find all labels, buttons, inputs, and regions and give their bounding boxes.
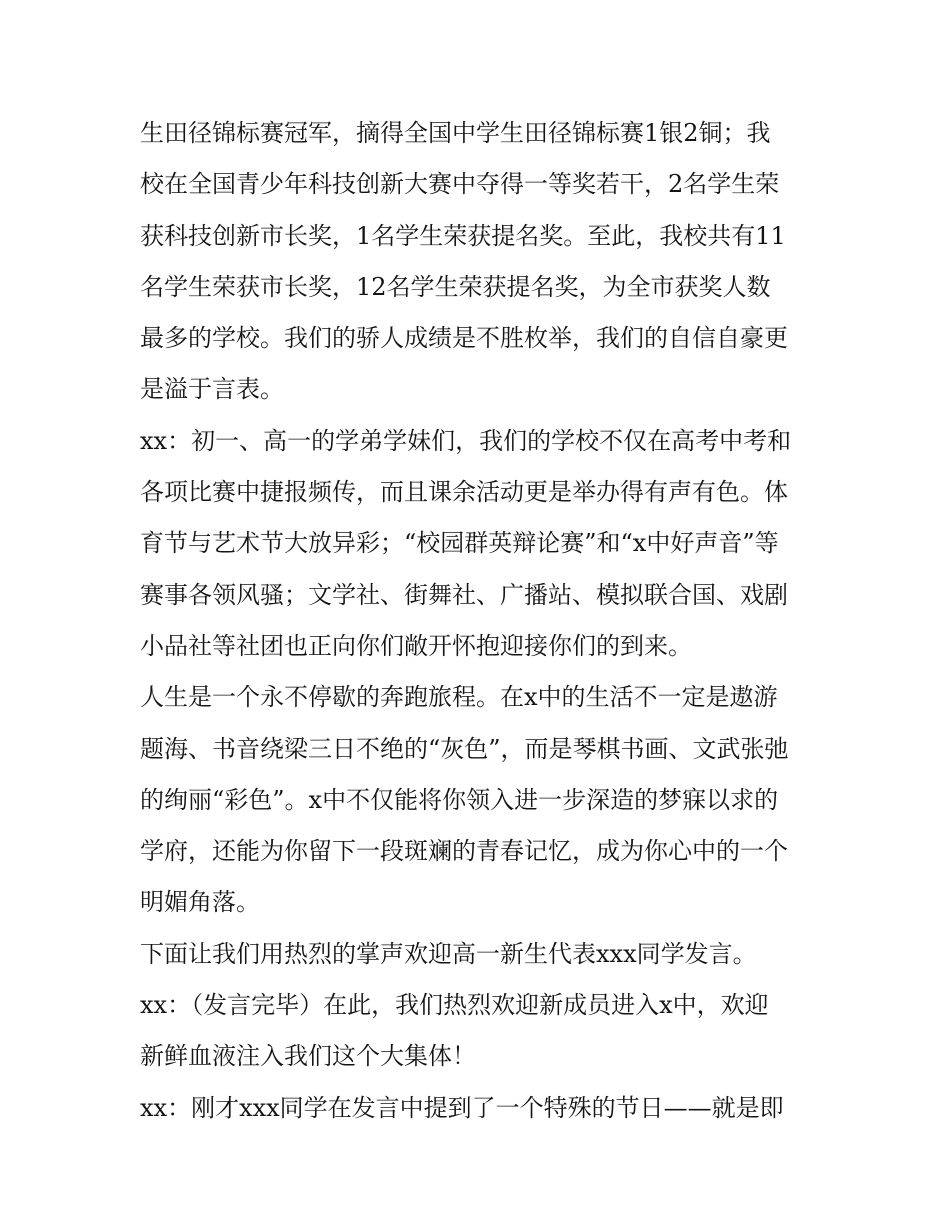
text-line: 的绚丽“彩色”。x中不仅能将你领入进一步深造的梦寐以求的 — [140, 785, 779, 814]
text-line: 名学生荣获市长奖，12名学生荣获提名奖，为全市获奖人数 — [140, 272, 771, 301]
text-line: 校在全国青少年科技创新大赛中夺得一等奖若干，2名学生荣 — [140, 170, 780, 199]
document-body — [140, 108, 820, 1134]
text-line: xx：初一、高一的学弟学妹们，我们的学校不仅在高考中考和 — [140, 426, 792, 455]
text-line: xx：刚才xxx同学在发言中提到了一个特殊的节日——就是即 — [140, 1093, 784, 1122]
text-line: xx：（发言完毕）在此，我们热烈欢迎新成员进入x中，欢迎 — [140, 991, 769, 1020]
text-line: 获科技创新市长奖，1名学生荣获提名奖。至此，我校共有11 — [140, 221, 786, 250]
text-line: 赛事各领风骚；文学社、街舞社、广播站、模拟联合国、戏剧 — [140, 580, 788, 609]
text-line: 学府，还能为你留下一段斑斓的青春记忆，成为你心中的一个 — [140, 837, 788, 866]
text-line: 各项比赛中捷报频传，而且课余活动更是举办得有声有色。体 — [140, 478, 788, 507]
text-line: 人生是一个永不停歇的奔跑旅程。在x中的生活不一定是遨游 — [140, 683, 778, 712]
text-line: 最多的学校。我们的骄人成绩是不胜枚举，我们的自信自豪更 — [140, 324, 788, 353]
text-line: 生田径锦标赛冠军，摘得全国中学生田径锦标赛1银2铜；我 — [140, 119, 771, 147]
text-line: 新鲜血液注入我们这个大集体！ — [140, 1042, 476, 1071]
text-line: 小品社等社团也正向你们敞开怀抱迎接你们的到来。 — [140, 631, 692, 660]
text-line: 题海、书音绕梁三日不绝的“灰色”，而是琴棋书画、文武张弛 — [140, 734, 789, 763]
text-line: 是溢于言表。 — [140, 375, 284, 404]
text-line: 育节与艺术节大放异彩；“校园群英辩论赛”和“x中好声音”等 — [140, 529, 779, 558]
text-line: 明媚角落。 — [140, 888, 260, 917]
text-line: 下面让我们用热烈的掌声欢迎高一新生代表xxx同学发言。 — [140, 939, 757, 968]
